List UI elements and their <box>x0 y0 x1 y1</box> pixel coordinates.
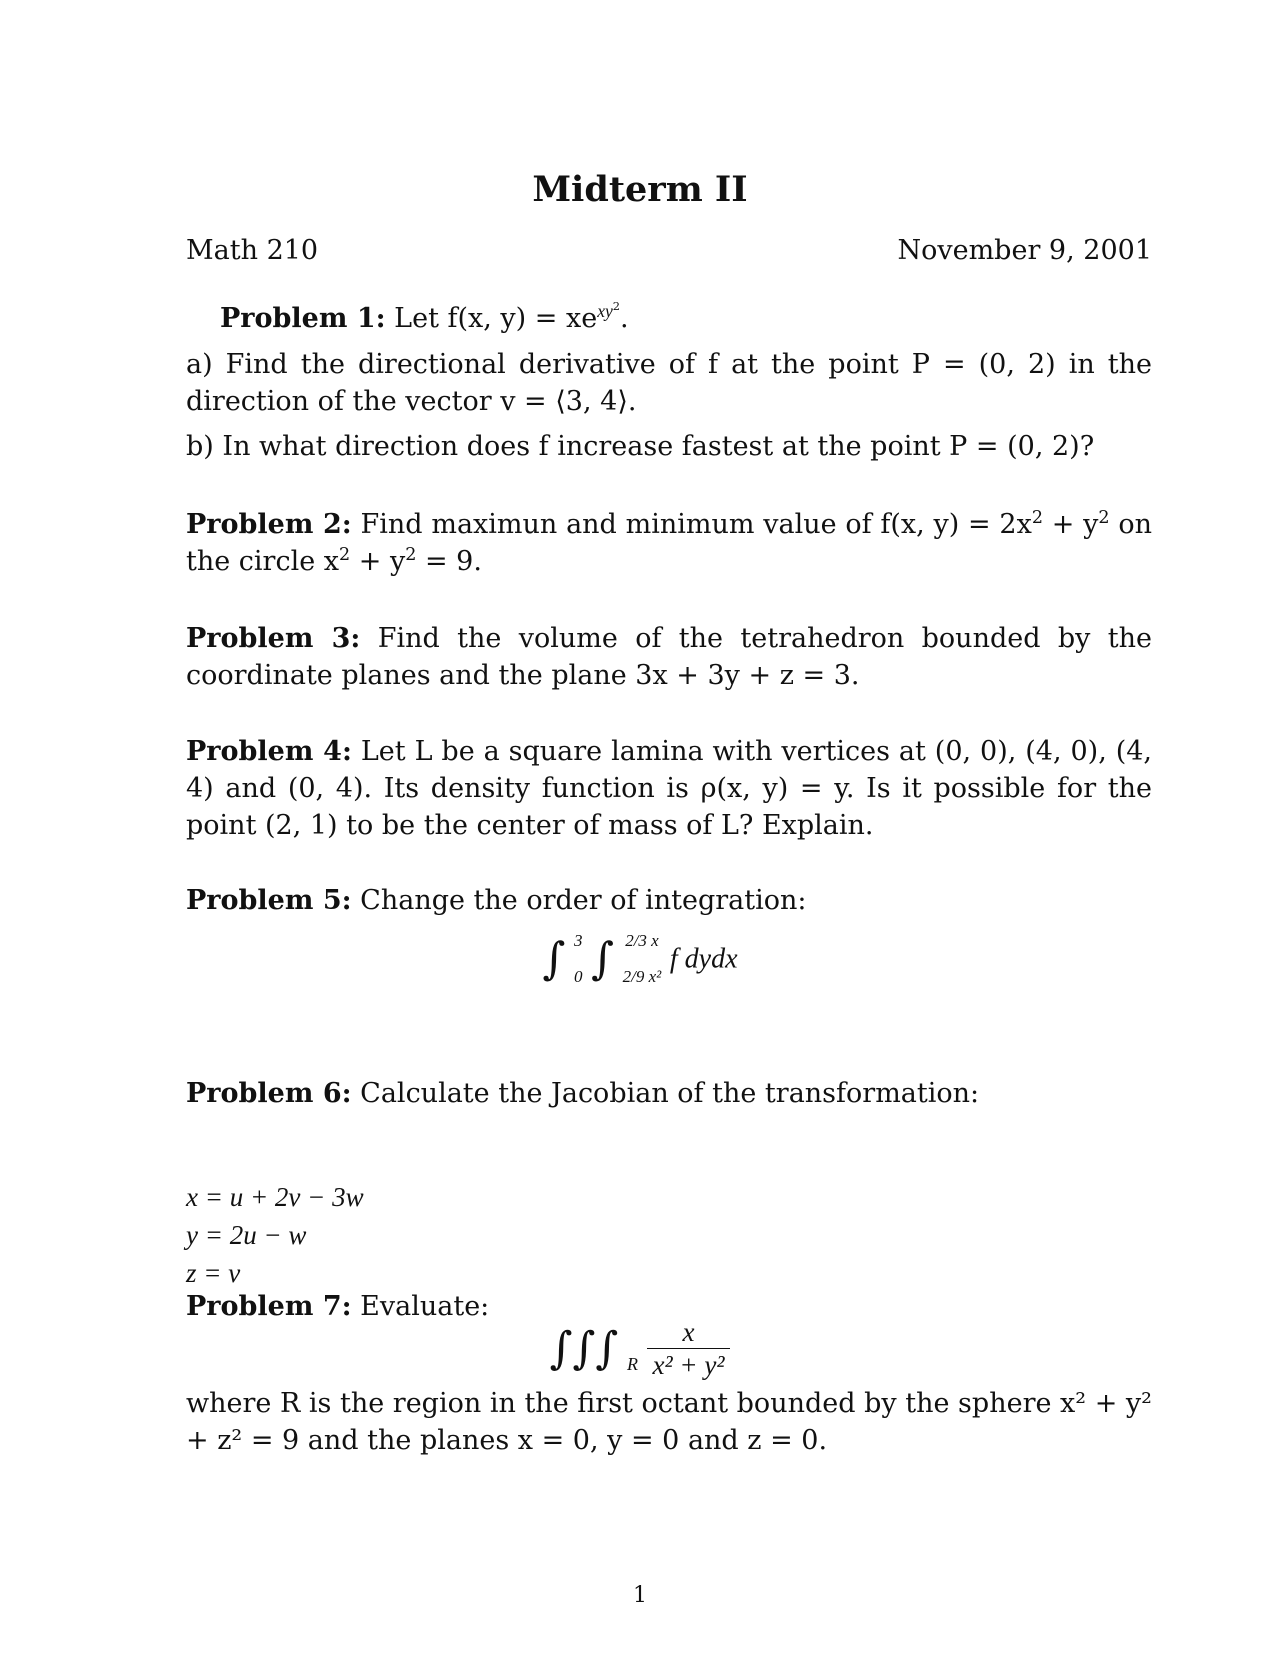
problem-1-statement: Problem 1: Let f(x, $y) = xe^{xy^2}$. <box>220 299 629 334</box>
region-subscript: R <box>626 1354 638 1374</box>
integrand-fraction: $\frac{x}{\text{x² + y²}}$ <box>647 1316 731 1381</box>
problem-7: Problem 7: Evaluate: <box>186 1291 490 1322</box>
problem-2: Problem 2: Find maximun and minimum value of f(x, $y) = 2x^2 + y^2$ on the circle $x^2 + y^2 = 9$. <box>186 508 1152 577</box>
outer-limits: 3 0 <box>574 931 583 986</box>
problem-5-integral <box>0 930 1280 1010</box>
integrand: f dydx <box>669 943 738 975</box>
page-title: Midterm II <box>532 169 748 210</box>
problem-2-label: Problem 2: <box>186 509 352 540</box>
problem-1-part-a: a) Find the directional derivative of f at the point P = (0, 2) in the direction of the vector v = ⟨3, 4⟩. <box>186 349 1152 417</box>
integral-sign-outer: ∫ <box>542 933 566 985</box>
exam-date: November 9, 2001 <box>897 235 1152 266</box>
equation-z: z = v <box>186 1258 241 1288</box>
problem-7-integral <box>0 1316 1280 1392</box>
triple-integral-sign: ∫∫∫ <box>549 1323 619 1374</box>
problem-5: Problem 5: Change the order of integration: <box>186 885 807 916</box>
problem-7-label: Problem 7: <box>186 1291 352 1322</box>
inner-limits: 2/3 x 2/9 x² <box>622 931 662 986</box>
problem-1-part-b: b) In what direction does f increase fastest at the point P = (0, 2)? <box>186 431 1095 462</box>
course-label: Math 210 <box>186 235 319 266</box>
transformation-equations <box>186 1178 364 1292</box>
problem-3: Problem 3: Find the volume of the tetrahedron bounded by the coordinate planes and the plane 3x + 3y + z = 3. <box>186 623 1152 691</box>
problem-3-label: Problem 3: <box>186 623 361 654</box>
integral-sign-inner: ∫ <box>591 933 615 985</box>
problem-1-intro: Let f(x, y) = xe <box>394 303 598 334</box>
problem-4: Problem 4: Let L be a square lamina with vertices at (0, 0), (4, 0), (4, 4) and (0, 4). Its density function is ρ(x, y) = y. Is it possible for the point (2, 1) to be the center of mass of L? Explain. <box>186 736 1152 841</box>
problem-6-label: Problem 6: <box>186 1078 352 1109</box>
problem-6: Problem 6: Calculate the Jacobian of the transformation: <box>186 1078 980 1109</box>
page-number: 1 <box>633 1583 647 1608</box>
problem-1-label: Problem 1: <box>220 303 386 334</box>
problem-5-label: Problem 5: <box>186 885 352 916</box>
equation-y: y = 2u − w <box>186 1220 307 1250</box>
problem-4-label: Problem 4: <box>186 736 352 767</box>
equation-x: x = u + 2v − 3w <box>186 1182 364 1212</box>
problem-7-region-description: where R is the region in the first octant bounded by the sphere x² + y² + z² = 9 and the planes x = 0, y = 0 and z = 0. <box>186 1388 1152 1456</box>
